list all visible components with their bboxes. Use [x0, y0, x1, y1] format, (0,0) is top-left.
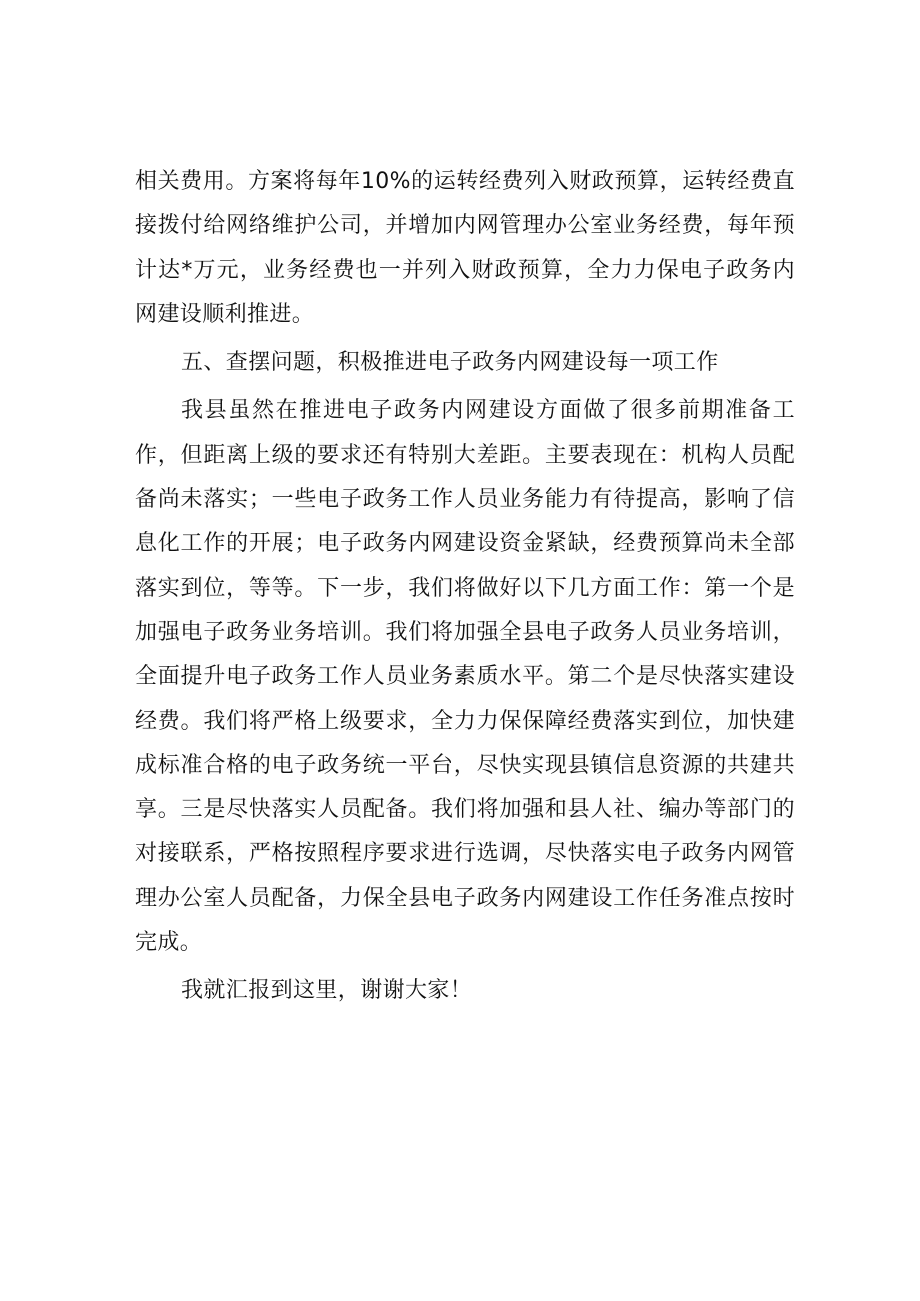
document-body	[135, 160, 795, 1014]
paragraph-funding-continuation: 相关费用。方案将每年10%的运转经费列入财政预算，运转经费直接拨付给网络维护公司，并增加内网管理办公室业务经费，每年预计达*万元，业务经费也一并列入财政预算，全力力保电子政务内网建设顺利推进。	[135, 169, 795, 327]
section-heading: 五、查摆问题，积极推进电子政务内网建设每一项工作	[181, 350, 719, 376]
paragraph-problems-and-plans: 我县虽然在推进电子政务内网建设方面做了很多前期准备工作，但距离上级的要求还有特别大差距。主要表现在：机构人员配备尚未落实；一些电子政务工作人员业务能力有待提高，影响了信息化工作的开展；电子政务内网建设资金紧缺，经费预算尚未全部落实到位，等等。下一步，我们将做好以下几方面工作：第一个是加强电子政务业务培训。我们将加强全县电子政务人员业务培训，全面提升电子政务工作人员业务素质水平。第二个是尽快落实建设经费。我们将严格上级要求，全力力保保障经费落实到位，加快建成标准合格的电子政务统一平台，尽快实现县镇信息资源的共建共享。三是尽快落实人员配备。我们将加强和县人社、编办等部门的对接联系，严格按照程序要求进行选调，尽快落实电子政务内网管理办公室人员配备，力保全县电子政务内网建设工作任务准点按时完成。	[135, 398, 795, 956]
paragraph-closing: 我就汇报到这里，谢谢大家！	[181, 978, 473, 1004]
